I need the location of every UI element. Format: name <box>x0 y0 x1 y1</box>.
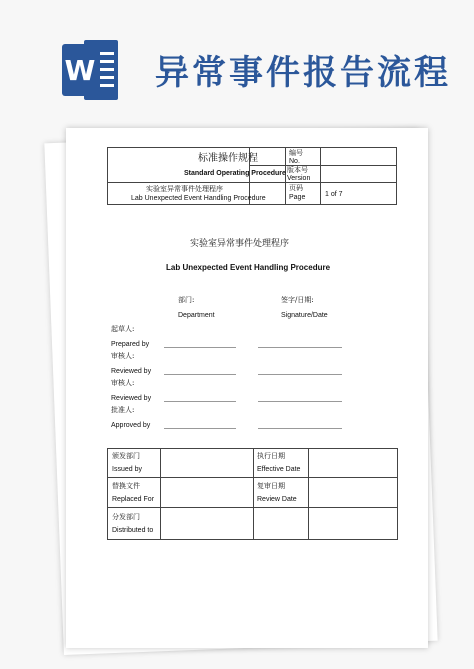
reviewed-by-1-label-en: Reviewed by <box>111 368 152 375</box>
reviewed-by-1-label-cn: 审核人: <box>111 352 135 360</box>
effective-date-label-en: Effective Date <box>257 466 301 473</box>
sop-header-table <box>107 147 397 205</box>
approved-by-label-cn: 批准人: <box>111 406 135 414</box>
page-value: 1 of 7 <box>325 191 343 198</box>
word-logo-icon <box>62 40 120 100</box>
signature-label-en: Signature/Date <box>281 312 328 319</box>
approved-by-label-en: Approved by <box>111 422 151 429</box>
distributed-to-label-cn: 分发部门 <box>112 513 140 521</box>
document-page <box>66 128 428 648</box>
sop-title-cn: 标准操作规程 <box>198 153 258 164</box>
department-label-en: Department <box>178 312 215 319</box>
no-label-cn: 编号 <box>289 149 303 157</box>
page-label-en: Page <box>289 194 306 201</box>
page-label-cn: 页码 <box>289 184 303 192</box>
reviewed-by-1-signature-line <box>258 374 342 375</box>
approved-by-department-line <box>164 428 236 429</box>
no-label-en: No. <box>289 158 300 165</box>
department-label-cn: 部门: <box>178 296 195 304</box>
prepared-by-label-en: Prepared by <box>111 341 150 348</box>
issued-by-label-en: Issued by <box>112 466 142 473</box>
sop-title-en: Standard Operating Procedure <box>184 170 286 177</box>
distribution-table <box>107 448 398 540</box>
procedure-name-cn: 实验室异常事件处理程序 <box>146 185 223 193</box>
review-date-label-en: Review Date <box>257 496 297 503</box>
approved-by-signature-line <box>258 428 342 429</box>
prepared-by-department-line <box>164 347 236 348</box>
banner <box>0 0 474 120</box>
banner-title: 异常事件报告流程 <box>155 53 451 93</box>
reviewed-by-1-department-line <box>164 374 236 375</box>
signature-label-cn: 签字/日期: <box>281 296 314 304</box>
reviewed-by-2-label-en: Reviewed by <box>111 395 152 402</box>
procedure-name-en: Lab Unexpected Event Handling Procedure <box>131 195 266 202</box>
issued-by-label-cn: 颁发部门 <box>112 452 140 460</box>
document-title-en: Lab Unexpected Event Handling Procedure <box>166 263 331 272</box>
reviewed-by-2-signature-line <box>258 401 342 402</box>
prepared-by-label-cn: 起草人: <box>111 325 135 333</box>
document-title-cn: 实验室异常事件处理程序 <box>190 239 290 249</box>
replaced-for-label-en: Replaced For <box>112 496 155 503</box>
prepared-by-signature-line <box>258 347 342 348</box>
reviewed-by-2-department-line <box>164 401 236 402</box>
distributed-to-label-en: Distributed to <box>112 527 154 534</box>
word-logo-letter: W <box>62 44 98 96</box>
effective-date-label-cn: 执行日期 <box>257 452 285 460</box>
reviewed-by-2-label-cn: 审核人: <box>111 379 135 387</box>
version-label-cn: 版本号 <box>287 166 308 174</box>
version-label-en: Version <box>287 175 311 182</box>
replaced-for-label-cn: 替换文件 <box>112 482 140 490</box>
review-date-label-cn: 复审日期 <box>257 482 285 490</box>
